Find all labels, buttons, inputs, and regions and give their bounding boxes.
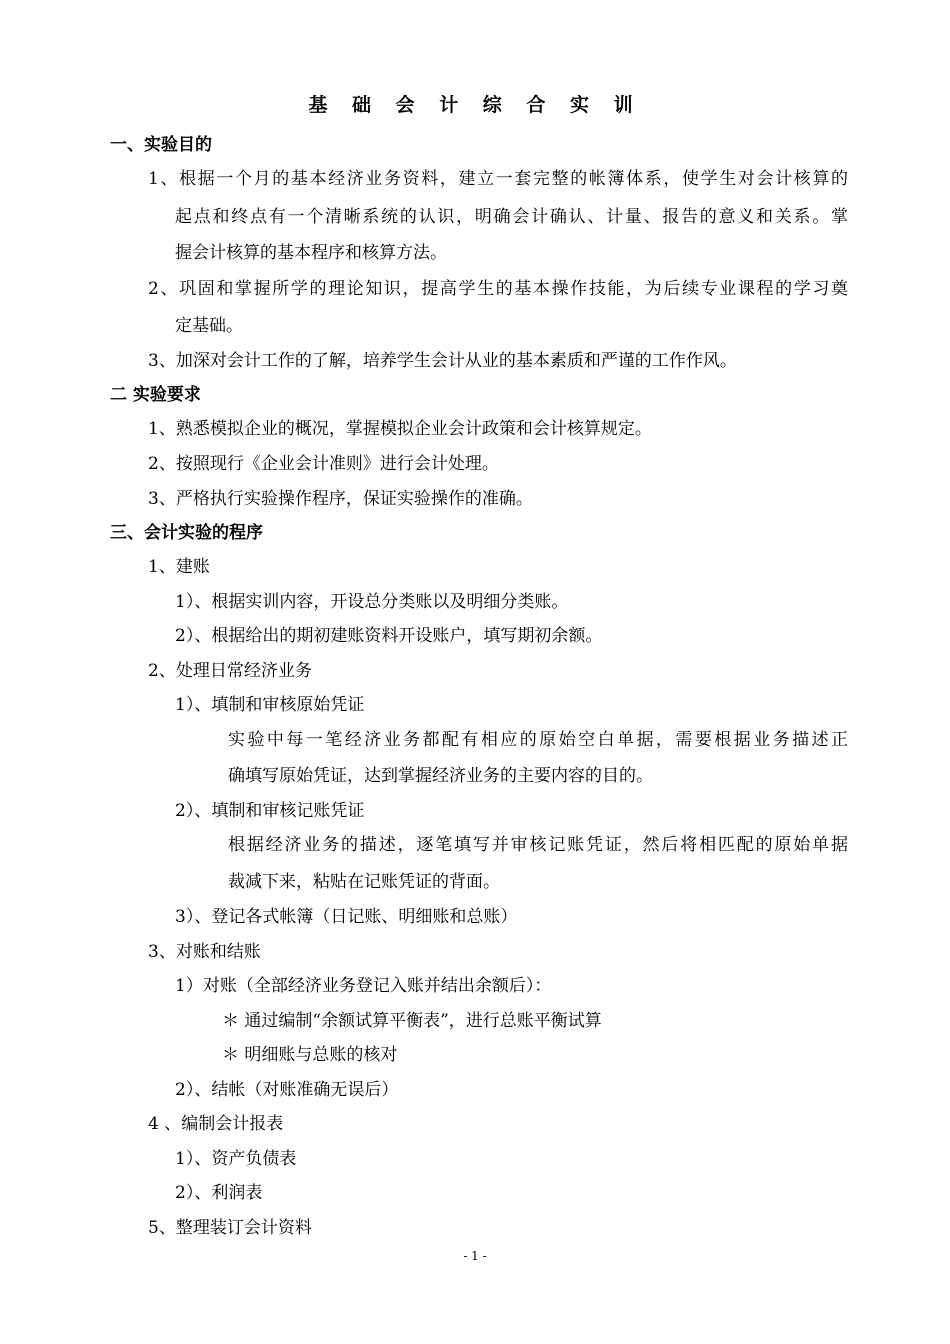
list-item: 3、严格执行实验操作程序，保证实验操作的准确。	[148, 489, 533, 509]
paragraph-line: 起点和终点有一个清晰系统的认识，明确会计确认、计量、报告的意义和关系。掌	[175, 207, 848, 227]
paragraph-line: 实验中每一笔经济业务都配有相应的原始空白单据，需要根据业务描述正	[228, 730, 848, 750]
sub-step: 1）对账（全部经济业务登记入账并结出余额后）：	[175, 976, 552, 996]
bullet-item: ＊ 通过编制“余额试算平衡表”，进行总账平衡试算	[222, 1011, 602, 1031]
section-heading-requirements: 二 实验要求	[110, 385, 201, 405]
paragraph-line: 握会计核算的基本程序和核算方法。	[175, 243, 447, 263]
sub-step: 3）、登记各式帐簿（日记账、明细账和总账）	[175, 907, 518, 927]
paragraph-line: 裁减下来，粘贴在记账凭证的背面。	[228, 872, 500, 892]
sub-step: 2）、结帐（对账准确无误后）	[175, 1080, 399, 1100]
sub-step: 1）、资产负债表	[175, 1149, 297, 1169]
sub-step: 1）、根据实训内容，开设总分类账以及明细分类账。	[175, 592, 569, 612]
list-item: 1、熟悉模拟企业的概况，掌握模拟企业会计政策和会计核算规定。	[148, 419, 652, 439]
section-heading-purpose: 一、实验目的	[110, 135, 212, 155]
step-label: 3、对账和结账	[148, 942, 261, 962]
bullet-item: ＊ 明细账与总账的核对	[222, 1045, 398, 1065]
paragraph-line: 3、加深对会计工作的了解，培养学生会计从业的基本素质和严谨的工作作风。	[148, 351, 737, 371]
document-title: 基 础 会 计 综 合 实 训	[308, 94, 642, 116]
step-label: 2、处理日常经济业务	[148, 661, 312, 681]
paragraph-line: 根据经济业务的描述，逐笔填写并审核记账凭证，然后将相匹配的原始单据	[228, 835, 848, 855]
sub-step: 2）、利润表	[175, 1183, 263, 1203]
paragraph-line: 1、根据一个月的基本经济业务资料，建立一套完整的帐簿体系，使学生对会计核算的	[148, 169, 848, 189]
paragraph-line: 定基础。	[175, 316, 243, 336]
sub-step: 2）、根据给出的期初建账资料开设账户，填写期初余额。	[175, 626, 603, 646]
page-number: - 1 -	[463, 1249, 487, 1263]
step-label: 4 、编制会计报表	[148, 1114, 284, 1134]
step-label: 1、建账	[148, 557, 210, 577]
list-item: 2、按照现行《企业会计准则》进行会计处理。	[148, 454, 499, 474]
sub-step: 2）、填制和审核记账凭证	[175, 801, 365, 821]
sub-step: 1）、填制和审核原始凭证	[175, 695, 365, 715]
paragraph-line: 2、巩固和掌握所学的理论知识，提高学生的基本操作技能，为后续专业课程的学习奠	[148, 279, 848, 299]
paragraph-line: 确填写原始凭证，达到掌握经济业务的主要内容的目的。	[228, 766, 653, 786]
section-heading-procedure: 三、会计实验的程序	[110, 523, 263, 543]
step-label: 5、整理装订会计资料	[148, 1218, 312, 1238]
